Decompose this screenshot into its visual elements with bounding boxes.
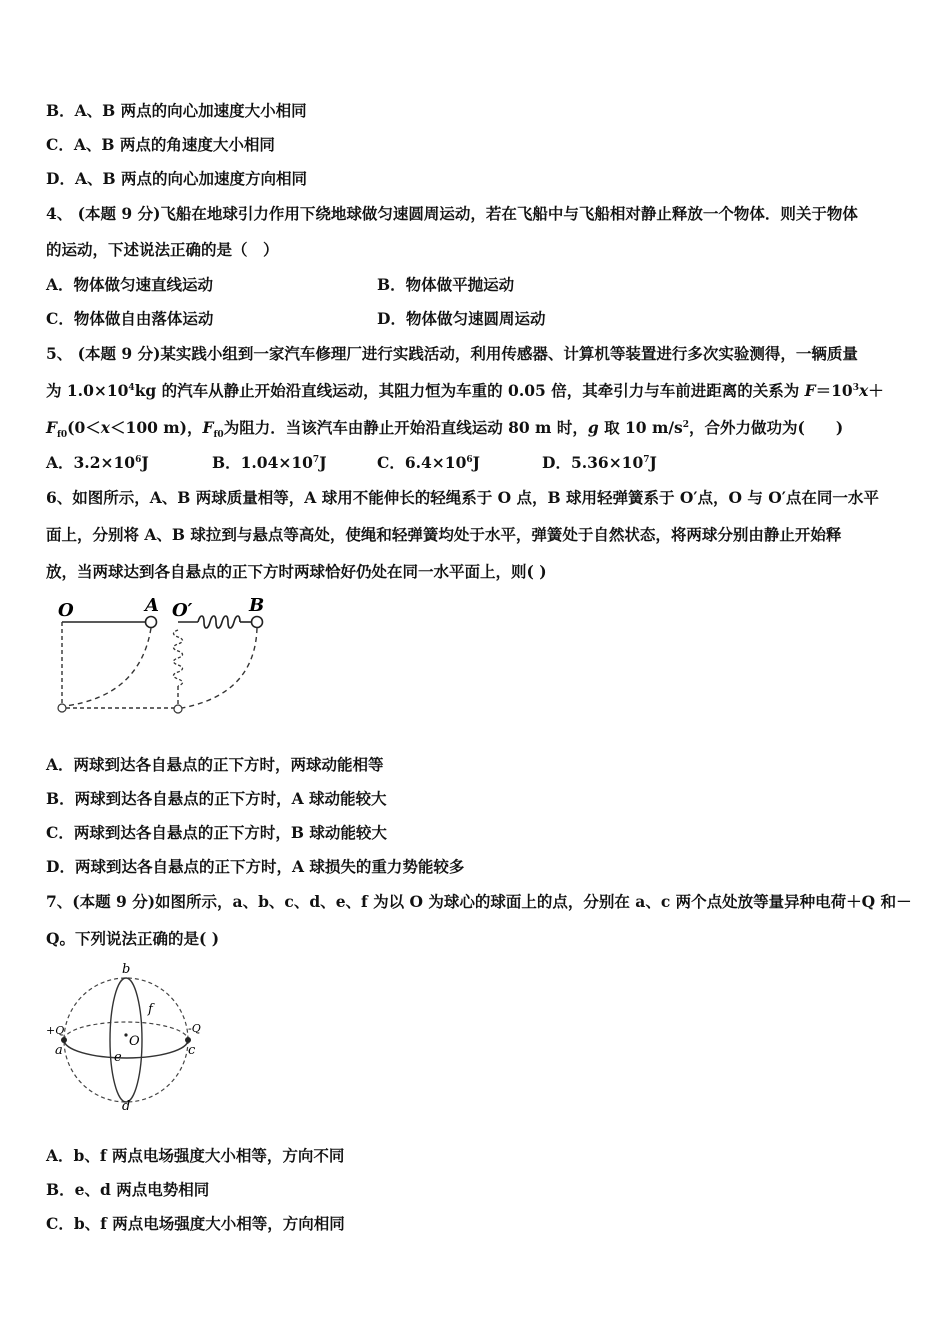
label-A: A xyxy=(145,595,159,616)
q7-sphere-figure xyxy=(44,958,206,1112)
arc-ball-b xyxy=(182,628,257,708)
q6-option-c: C．两球到达各自悬点的正下方时，B 球动能较大 xyxy=(46,823,387,842)
label-minus-Q: -Q xyxy=(188,1022,201,1035)
q4-option-c: C．物体做自由落体运动 xyxy=(46,309,214,328)
label-f: f xyxy=(148,1002,153,1017)
q5-stem-line2: 为 $1.0\times 10^4kg$ 的汽车从静止开始沿直线运动，其阻力恒为车重的 0.05 倍，其牵引力与车前进距离的关系为 $F=10^3x+$ xyxy=(46,381,884,400)
q7-option-b: B．e、d 两点电势相同 xyxy=(46,1180,210,1199)
label-e: e xyxy=(114,1050,122,1065)
equator-back xyxy=(64,1022,188,1040)
q7-stem-line1: 7、(本题 9 分)如图所示，a、b、c、d、e、f 为以 O 为球心的球面上的点，分别在 a、c 两个点处放等量异种电荷＋Q 和－ xyxy=(46,892,912,911)
q6-stem-line3: 放，当两球达到各自悬点的正下方时两球恰好仍处在同一水平面上，则( ) xyxy=(46,562,547,581)
q5-stem-line3: $F_{f0}(0<x<100$ m)，$F_{f0}$为阻力．当该汽车由静止开始沿直线运动 80 m 时，g 取 10 $m/s^2$，合外力做功为( ) xyxy=(46,418,844,441)
q4-stem-line2: 的运动，下述说法正确的是（ ） xyxy=(46,240,279,259)
q6-option-d: D．两球到达各自悬点的正下方时，A 球损失的重力势能较多 xyxy=(46,857,465,876)
q5-option-b: B．$1.04\times 10^7J$ xyxy=(212,453,327,472)
equator-front xyxy=(64,1040,188,1058)
label-d: d xyxy=(122,1099,131,1112)
ball-b-lowest xyxy=(174,705,182,713)
point-O xyxy=(124,1033,127,1036)
q3-option-b: B．A、B 两点的向心加速度大小相同 xyxy=(46,101,307,120)
ball-a xyxy=(146,617,157,628)
q6-pendulum-spring-figure xyxy=(50,594,280,720)
q7-option-a: A．b、f 两点电场强度大小相等，方向不同 xyxy=(46,1146,345,1165)
label-O-prime: O′ xyxy=(172,600,193,621)
arc-ball-a xyxy=(65,628,151,706)
q7-option-c: C．b、f 两点电场强度大小相等，方向相同 xyxy=(46,1214,345,1233)
q4-option-d: D．物体做匀速圆周运动 xyxy=(377,309,546,328)
q7-stem-line2: Q。下列说法正确的是( ) xyxy=(46,929,220,948)
q6-option-b: B．两球到达各自悬点的正下方时，A 球动能较大 xyxy=(46,789,387,808)
spring-horizontal xyxy=(198,616,240,628)
q5-option-d: D．$5.36\times 10^7J$ xyxy=(542,453,657,472)
sphere-outline xyxy=(64,978,188,1102)
label-a: a xyxy=(55,1043,63,1058)
q4-option-b: B．物体做平抛运动 xyxy=(377,275,515,294)
q5-option-c: C．$6.4\times 10^6J$ xyxy=(377,453,480,472)
q6-option-a: A．两球到达各自悬点的正下方时，两球动能相等 xyxy=(46,755,384,774)
q3-option-d: D．A、B 两点的向心加速度方向相同 xyxy=(46,169,307,188)
label-b: b xyxy=(122,962,131,977)
ball-b xyxy=(252,617,263,628)
q6-stem-line1: 6、如图所示，A、B 两球质量相等，A 球用不能伸长的轻绳系于 O 点，B 球用轻弹簧系于 O′点，O 与 O′点在同一水平 xyxy=(46,488,879,507)
label-O: O xyxy=(129,1034,140,1049)
q6-stem-line2: 面上，分别将 A、B 球拉到与悬点等高处，使绳和轻弹簧均处于水平，弹簧处于自然状态，将两球分别由静止开始释 xyxy=(46,525,842,544)
spring-vertical-dashed xyxy=(174,630,183,686)
ball-a-lowest xyxy=(58,704,66,712)
label-c: c xyxy=(188,1043,196,1058)
q3-option-c: C．A、B 两点的角速度大小相同 xyxy=(46,135,275,154)
q5-option-a: A．$3.2\times 10^6J$ xyxy=(46,453,149,472)
q4-option-a: A．物体做匀速直线运动 xyxy=(46,275,214,294)
label-O: O xyxy=(58,600,74,621)
q4-stem-line1: 4、 (本题 9 分)飞船在地球引力作用下绕地球做匀速圆周运动，若在飞船中与飞船相对静止释放一个物体．则关于物体 xyxy=(46,204,858,223)
q5-stem-line1: 5、 (本题 9 分)某实践小组到一家汽车修理厂进行实践活动，利用传感器、计算机等装置进行多次实验测得，一辆质量 xyxy=(46,344,858,363)
label-plus-Q: +Q xyxy=(46,1024,65,1037)
label-B: B xyxy=(249,595,265,616)
